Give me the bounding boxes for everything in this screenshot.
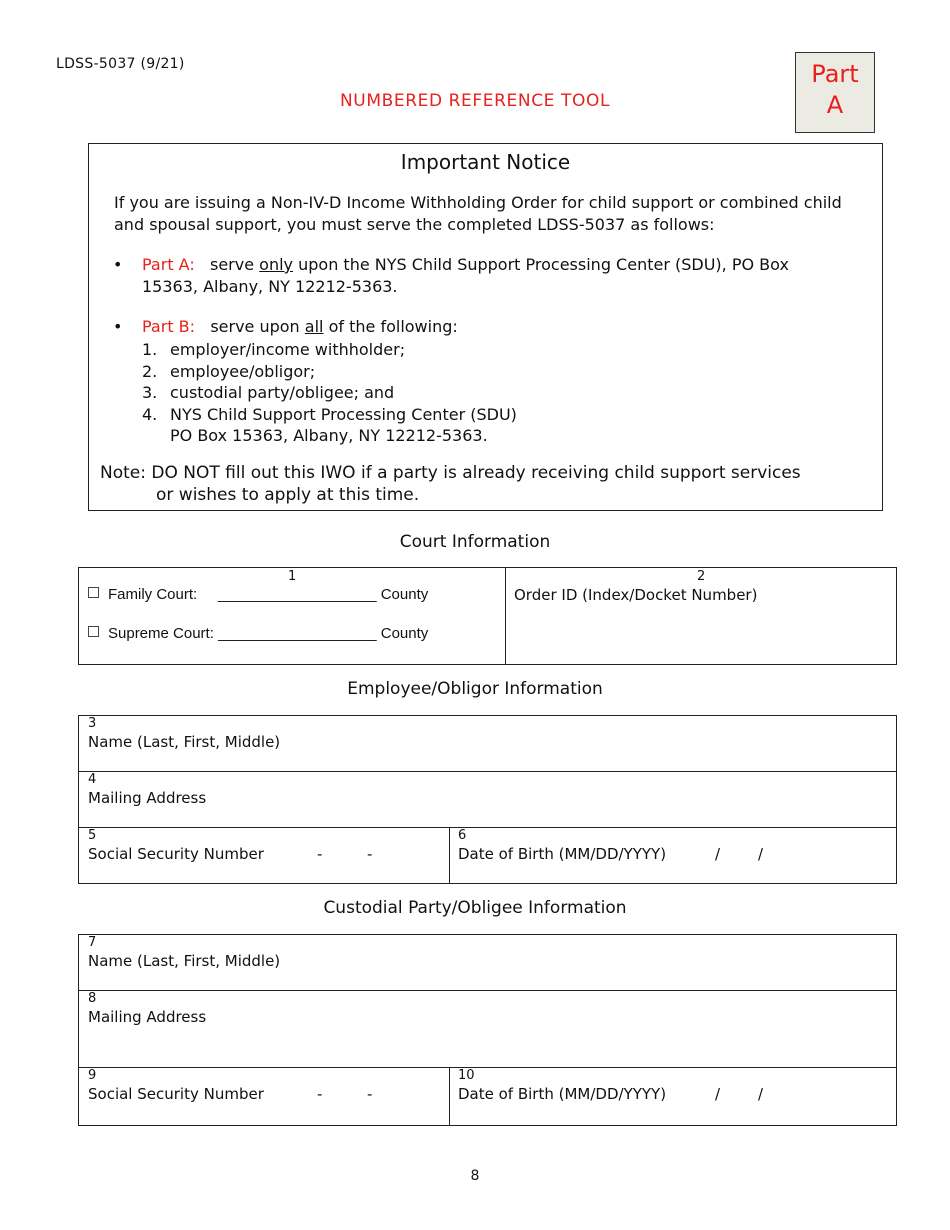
form-id: LDSS-5037 (9/21) — [56, 56, 185, 72]
dob-separator: / — [715, 845, 721, 863]
field-number: 7 — [88, 935, 97, 950]
ssn-label: Social Security Number — [88, 845, 264, 863]
notice-title: Important Notice — [400, 150, 571, 174]
list-item: 3. custodial party/obligee; and — [142, 383, 395, 402]
ssn-separator: - — [367, 845, 373, 863]
family-county-label: County — [380, 586, 429, 603]
dob-separator: / — [715, 1085, 721, 1103]
part-a-post: upon the NYS Child Support Processing Center (SDU), PO Box 15363, Albany, NY 12212-5363. — [142, 255, 789, 296]
employee-ssn-field[interactable] — [88, 845, 264, 863]
family-court-row[interactable] — [88, 586, 428, 603]
custodial-section-title: Custodial Party/Obligee Information — [323, 898, 627, 918]
important-notice-box — [88, 143, 883, 511]
list-item-continuation: PO Box 15363, Albany, NY 12212-5363. — [170, 426, 488, 445]
field-number: 10 — [458, 1068, 475, 1083]
list-item: 1. employer/income withholder; — [142, 340, 406, 359]
court-table — [78, 567, 897, 665]
field-number: 9 — [88, 1068, 97, 1083]
field-number: 3 — [88, 716, 97, 731]
family-court-county-field[interactable]: ___________________ — [218, 586, 377, 603]
supreme-court-checkbox[interactable] — [88, 626, 99, 637]
family-court-label: Family Court: — [108, 586, 198, 603]
part-a-label: Part A: — [142, 255, 195, 274]
dob-label: Date of Birth (MM/DD/YYYY) — [458, 1085, 667, 1103]
part-b-post: of the following: — [328, 317, 458, 336]
field-number: 8 — [88, 991, 97, 1006]
custodial-address-field[interactable]: Mailing Address — [88, 1008, 207, 1026]
court-section-title: Court Information — [399, 532, 551, 552]
part-a-emph: only — [259, 255, 294, 274]
employee-address-field[interactable]: Mailing Address — [88, 789, 207, 807]
dob-separator: / — [758, 1085, 764, 1103]
ssn-separator: - — [367, 1085, 373, 1103]
part-b-list — [142, 339, 517, 447]
custodial-name-field[interactable]: Name (Last, First, Middle) — [88, 952, 281, 970]
field-number: 4 — [88, 772, 97, 787]
page-number: 8 — [470, 1168, 480, 1184]
ssn-separator: - — [317, 845, 323, 863]
supreme-court-county-field[interactable]: ___________________ — [218, 625, 377, 642]
list-item: 4. NYS Child Support Processing Center (SDU) — [142, 404, 517, 424]
bullet-dot-icon: • — [113, 317, 123, 336]
order-id-field[interactable]: Order ID (Index/Docket Number) — [514, 586, 758, 604]
field-number: 6 — [458, 828, 467, 843]
supreme-county-label: County — [380, 625, 429, 642]
notice-intro: If you are issuing a Non-IV-D Income Withholding Order for child support or combined child and spousal support, you must serve the completed LDSS-5037 as follows: — [114, 193, 842, 234]
part-badge — [795, 52, 875, 133]
notice-note — [100, 462, 860, 506]
list-item: 2. employee/obligor; — [142, 361, 316, 381]
note-line1: Note: DO NOT fill out this IWO if a party is already receiving child support services — [100, 463, 801, 483]
dob-label: Date of Birth (MM/DD/YYYY) — [458, 845, 667, 863]
part-b-emph: all — [304, 317, 324, 336]
part-a-pre: serve — [210, 255, 255, 274]
part-b-label: Part B: — [142, 317, 196, 336]
employee-section-title: Employee/Obligor Information — [347, 679, 603, 699]
custodial-dob-field[interactable] — [458, 1085, 666, 1103]
employee-table — [78, 715, 897, 884]
field-number: 5 — [88, 828, 97, 843]
part-badge-line2: A — [826, 91, 844, 119]
tool-title: NUMBERED REFERENCE TOOL — [339, 91, 611, 111]
field-number: 1 — [288, 569, 297, 584]
employee-dob-field[interactable] — [458, 845, 666, 863]
ssn-separator: - — [317, 1085, 323, 1103]
part-badge-line1: Part — [811, 60, 859, 88]
custodial-table — [78, 934, 897, 1126]
family-court-checkbox[interactable] — [88, 587, 99, 598]
bullet-dot-icon: • — [113, 255, 123, 274]
supreme-court-label: Supreme Court: — [108, 625, 214, 642]
employee-name-field[interactable]: Name (Last, First, Middle) — [88, 733, 281, 751]
part-b-pre: serve upon — [210, 317, 300, 336]
field-number: 2 — [697, 569, 706, 584]
supreme-court-row[interactable] — [88, 625, 428, 642]
note-line2: or wishes to apply at this time. — [156, 485, 420, 505]
dob-separator: / — [758, 845, 764, 863]
ssn-label: Social Security Number — [88, 1085, 264, 1103]
custodial-ssn-field[interactable] — [88, 1085, 264, 1103]
